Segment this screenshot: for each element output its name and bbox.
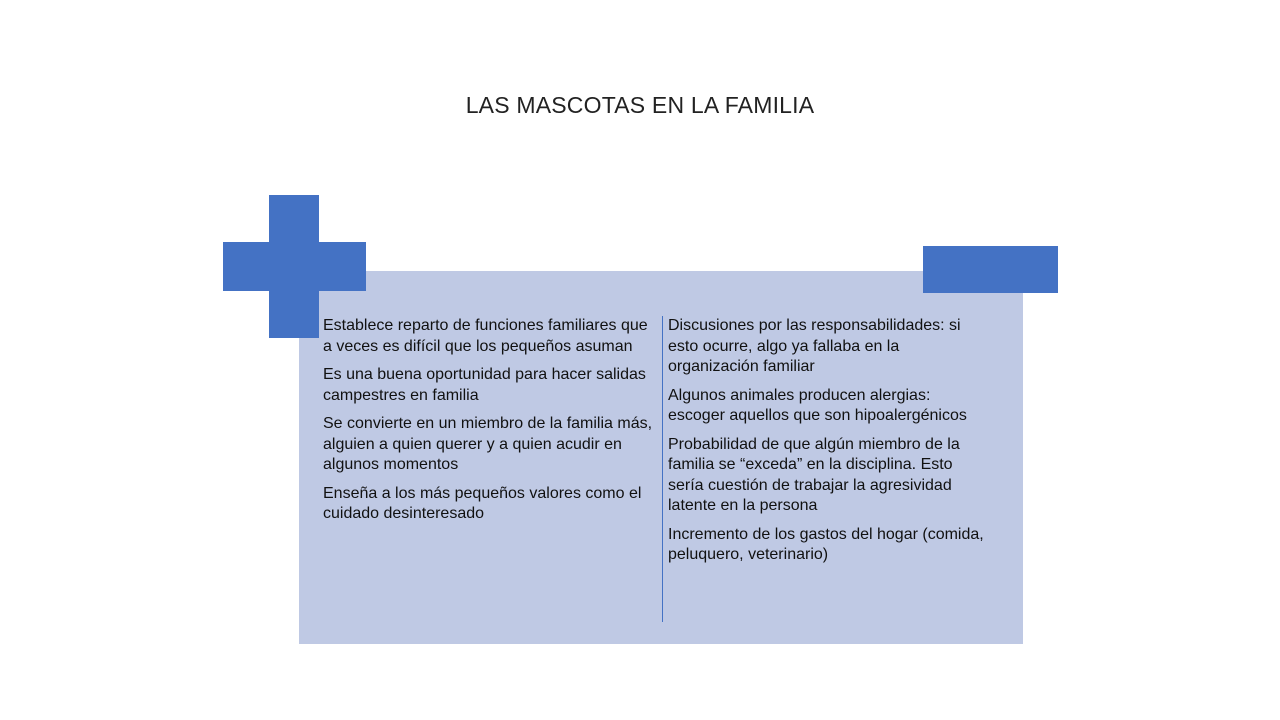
plus-icon-horizontal-bar — [223, 242, 366, 291]
cons-list — [668, 316, 988, 574]
cons-item: Incremento de los gastos del hogar (comida, peluquero, veterinario) — [668, 525, 984, 563]
cons-item: Algunos animales producen alergias: escoger aquellos que son hipoalergénicos — [668, 386, 967, 424]
pros-list — [323, 316, 658, 533]
pros-item: Establece reparto de funciones familiares que a veces es difícil que los pequeños asuman — [323, 317, 648, 355]
pros-item: Es una buena oportunidad para hacer salidas campestres en familia — [323, 366, 646, 404]
pros-item: Se convierte en un miembro de la familia más, alguien a quien querer y a quien acudir en algunos momentos — [323, 415, 653, 473]
minus-icon — [923, 246, 1058, 293]
column-divider — [662, 316, 663, 622]
slide-title: LAS MASCOTAS EN LA FAMILIA — [465, 92, 815, 118]
pros-item: Enseña a los más pequeños valores como el cuidado desinteresado — [323, 484, 642, 522]
cons-item: Probabilidad de que algún miembro de la familia se “exceda” en la disciplina. Esto sería cuestión de trabajar la agresividad latente en la persona — [668, 435, 960, 514]
cons-item: Discusiones por las responsabilidades: si esto ocurre, algo ya fallaba en la organización familiar — [668, 317, 961, 375]
